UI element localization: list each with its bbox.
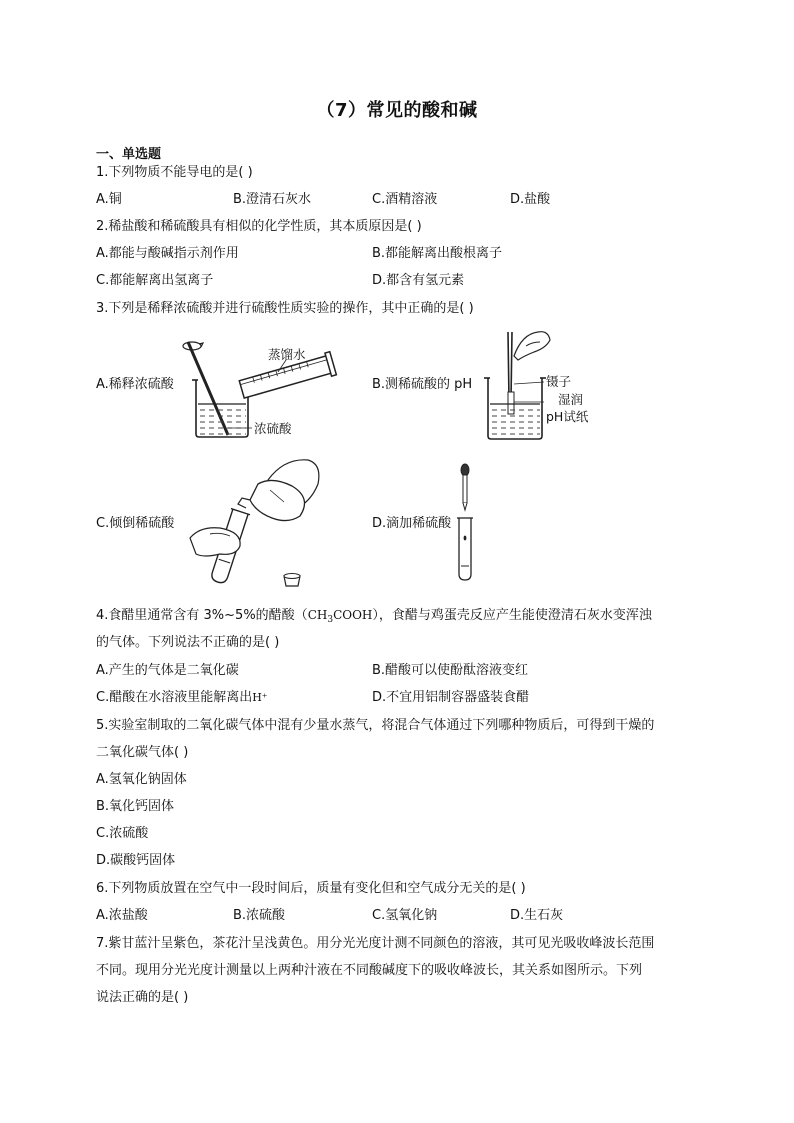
question-5-option-d[interactable]: D.碳酸钙固体 — [96, 853, 176, 868]
question-3-option-c[interactable]: C.倾倒稀硫酸 — [96, 516, 175, 531]
question-5-option-a[interactable]: A.氢氧化钠固体 — [96, 772, 187, 787]
question-4-option-b[interactable]: B.醋酸可以使酚酞溶液变红 — [372, 663, 529, 678]
question-6-option-c[interactable]: C.氢氧化钠 — [372, 908, 438, 923]
ph-paper — [508, 392, 514, 414]
formula-part-2: COOH — [333, 608, 373, 622]
droplet — [464, 536, 467, 541]
beaker — [488, 378, 542, 439]
question-4-stem-post: ），食醋与鸡蛋壳反应产生能使澄清石灰水变浑浊 — [372, 608, 652, 623]
question-1-option-a[interactable]: A.铜 — [96, 192, 122, 207]
label-distilled-water: 蒸馏水 — [268, 347, 306, 362]
question-3-option-d[interactable]: D.滴加稀硫酸 — [372, 516, 452, 531]
label-ph-paper: pH试纸 — [546, 409, 589, 424]
question-2-stem: 2.稀盐酸和稀硫酸具有相似的化学性质，其本质原因是( ) — [96, 219, 422, 234]
question-5-stem-line-1: 5.实验室制取的二氧化碳气体中混有少量水蒸气，将混合气体通过下列哪种物质后，可得到干燥的 — [96, 718, 655, 733]
question-1-option-b[interactable]: B.澄清石灰水 — [233, 192, 312, 207]
question-2-option-a[interactable]: A.都能与酸碱指示剂作用 — [96, 246, 239, 261]
figure-pour-acid — [180, 454, 330, 594]
page-title: （7）常见的酸和碱 — [316, 100, 478, 121]
question-6-stem: 6.下列物质放置在空气中一段时间后，质量有变化但和空气成分无关的是( ) — [96, 881, 526, 896]
dropper-bulb — [461, 464, 469, 476]
label-concentrated-acid: 浓硫酸 — [254, 421, 292, 436]
tweezers — [508, 332, 509, 400]
question-5-stem-line-2: 二氧化碳气体( ) — [96, 745, 189, 760]
question-7-stem-line-3: 说法正确的是( ) — [96, 990, 189, 1005]
question-1-option-c[interactable]: C.酒精溶液 — [372, 192, 438, 207]
question-4-option-c-text: C.醋酸在水溶液里能解离出 — [96, 690, 253, 705]
label-tweezers: 镊子 — [546, 374, 572, 389]
label-wet: 湿润 — [558, 392, 584, 407]
question-1-option-d[interactable]: D.盐酸 — [510, 192, 551, 207]
test-tube — [459, 518, 471, 580]
question-4-stem-line-1 — [96, 606, 652, 629]
question-4-option-a[interactable]: A.产生的气体是二氧化碳 — [96, 663, 239, 678]
question-7-stem-line-1: 7.紫甘蓝汁呈紫色，茶花汁呈浅黄色。用分光光度计测不同颜色的溶液，其可见光吸收峰波长范围 — [96, 936, 655, 951]
question-5-option-b[interactable]: B.氧化钙固体 — [96, 799, 175, 814]
question-4-stem-line-2: 的气体。下列说法不正确的是( ) — [96, 635, 280, 650]
acetic-acid-formula — [307, 608, 373, 625]
formula-subscript: 3 — [327, 615, 334, 625]
question-6-option-a[interactable]: A.浓盐酸 — [96, 908, 148, 923]
question-2-option-d[interactable]: D.都含有氢元素 — [372, 273, 465, 288]
question-1-stem: 1.下列物质不能导电的是( ) — [96, 165, 253, 180]
question-4-option-d[interactable]: D.不宜用铝制容器盛装食醋 — [372, 690, 530, 705]
question-3-stem: 3.下列是稀释浓硫酸并进行硫酸性质实验的操作，其中正确的是( ) — [96, 301, 474, 316]
lower-hand-icon — [190, 528, 240, 556]
question-2-option-b[interactable]: B.都能解离出酸根离子 — [372, 246, 503, 261]
question-3-option-b[interactable]: B.测稀硫酸的 pH — [372, 377, 473, 392]
question-7-stem-line-2: 不同。现用分光光度计测量以上两种汁液在不同酸碱度下的吸收峰波长，其关系如图所示。下列 — [96, 963, 643, 978]
question-4-stem-pre: 4.食醋里通常含有 3%~5%的醋酸（ — [96, 608, 308, 623]
question-6-option-d[interactable]: D.生石灰 — [510, 908, 564, 923]
glass-rod — [188, 342, 228, 435]
figure-measure-ph — [478, 326, 608, 444]
formula-part-1: CH — [307, 608, 328, 622]
hand-icon — [514, 332, 550, 360]
figure-dilute-acid — [178, 330, 348, 445]
section-heading: 一、单选题 — [96, 147, 162, 162]
figure-drop-acid — [452, 462, 480, 584]
question-2-option-c[interactable]: C.都能解离出氢离子 — [96, 273, 214, 288]
question-4-option-c[interactable] — [96, 689, 268, 707]
hydrogen-ion: H⁺ — [252, 691, 268, 704]
question-6-option-b[interactable]: B.浓硫酸 — [233, 908, 286, 923]
question-5-option-c[interactable]: C.浓硫酸 — [96, 826, 149, 841]
question-3-option-a[interactable]: A.稀释浓硫酸 — [96, 377, 174, 392]
dropper — [463, 475, 467, 503]
